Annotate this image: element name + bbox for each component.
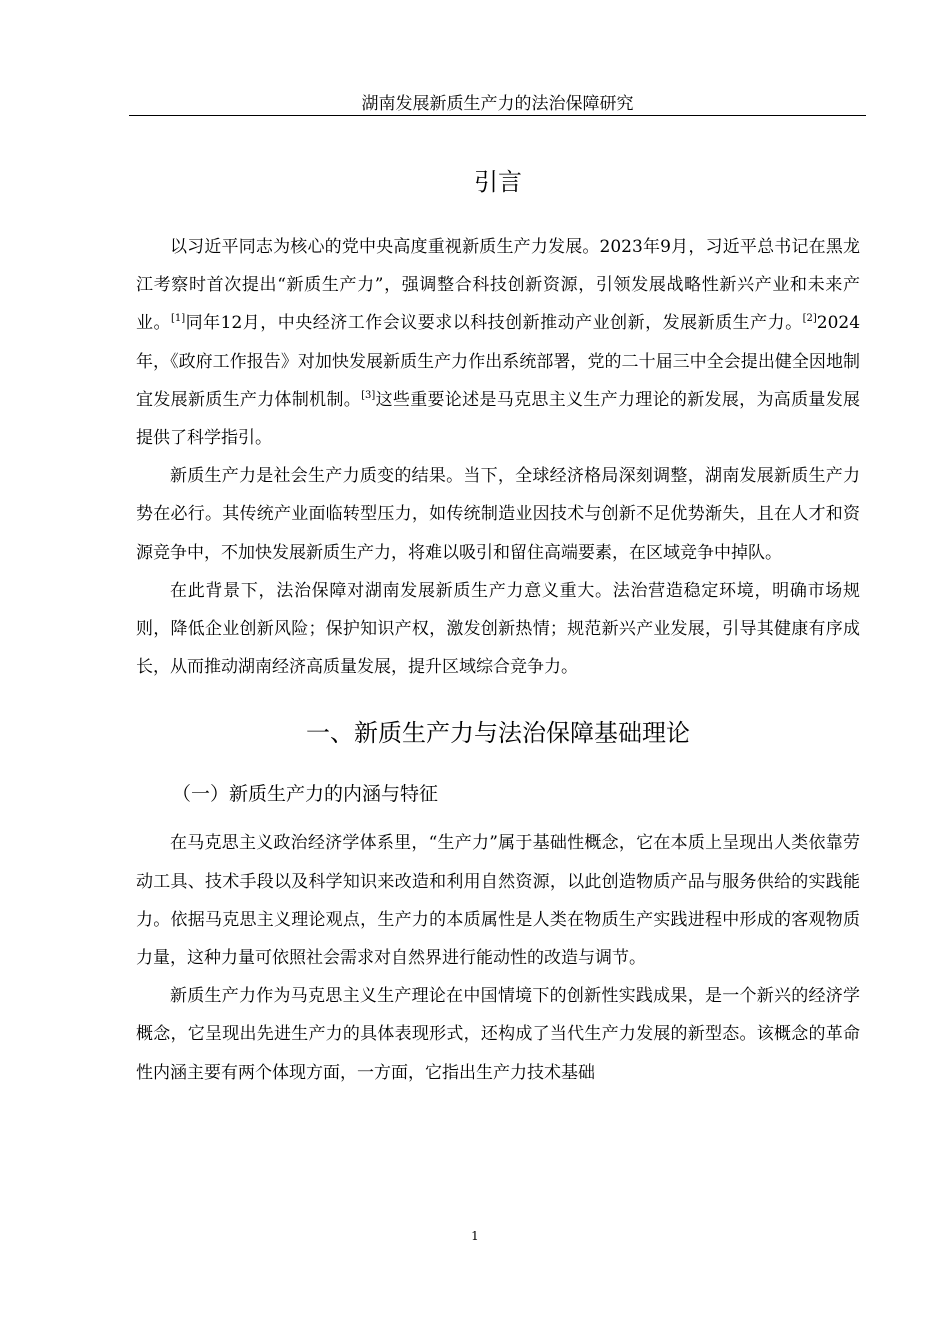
intro-p1-sentence-3: 2024年，《政府工作报告》对加快发展新质生产力作出系统部署，党的二十届三中全会提出健全因地制宜发展新质生产力体制机制。 [136, 313, 861, 410]
section-1-heading: 一、新质生产力与法治保障基础理论 [306, 719, 690, 748]
subsection-1-heading: （一）新质生产力的内涵与特征 [172, 783, 439, 806]
intro-p1-sentence-1: 以习近平同志为核心的党中央高度重视新质生产力发展。2023年9月，习近平总书记在黑龙江考察时首次提出“新质生产力”，强调整合科技创新资源，引领发展战略性新兴产业和未来产业。 [136, 237, 860, 334]
intro-paragraph-2: 新质生产力是社会生产力质变的结果。当下，全球经济格局深刻调整，湖南发展新质生产力势在必行。其传统产业面临转型压力，如传统制造业因技术与创新不足优势渐失，且在人才和资源竞争中，不加快发展新质生产力，将难以吸引和留住高端要素，在区域竞争中掉队。 [136, 466, 860, 563]
footnote-ref-3[interactable]: [3] [361, 389, 376, 401]
intro-paragraph-3: 在此背景下，法治保障对湖南发展新质生产力意义重大。法治营造稳定环境，明确市场规则，降低企业创新风险；保护知识产权，激发创新热情；规范新兴产业发展，引导其健康有序成长，从而推动湖南经济高质量发展，提升区域综合竞争力。 [136, 580, 860, 678]
page-number: 1 [471, 1229, 479, 1243]
running-header-title: 湖南发展新质生产力的法治保障研究 [361, 94, 634, 114]
document-body [136, 162, 860, 1092]
subsection-1-paragraph-2: 新质生产力作为马克思主义生产理论在中国情境下的创新性实践成果，是一个新兴的经济学概念，它呈现出先进生产力的具体表现形式，还构成了当代生产力发展的新型态。该概念的革命性内涵主要有两个体现方面，一方面，它指出生产力技术基础 [136, 986, 860, 1083]
intro-p1-sentence-2: 同年12月，中央经济工作会议要求以科技创新推动产业创新，发展新质生产力。 [185, 313, 803, 334]
intro-paragraph-1 [136, 228, 860, 457]
header-rule [129, 115, 866, 116]
subsection-1-paragraph-1: 在马克思主义政治经济学体系里，“生产力”属于基础性概念，它在本质上呈现出人类依靠劳动工具、技术手段以及科学知识来改造和利用自然资源，以此创造物质产品与服务供给的实践能力。依据马克思主义理论观点，生产力的本质属性是人类在物质生产实践进程中形成的客观物质力量，这种力量可依照社会需求对自然界进行能动性的改造与调节。 [136, 833, 860, 969]
intro-heading: 引言 [474, 168, 522, 196]
intro-p1-sentence-4: 这些重要论述是马克思主义生产力理论的新发展，为高质量发展提供了科学指引。 [136, 389, 861, 449]
footnote-ref-2[interactable]: [2] [802, 313, 817, 325]
footnote-ref-1[interactable]: [1] [171, 313, 186, 325]
